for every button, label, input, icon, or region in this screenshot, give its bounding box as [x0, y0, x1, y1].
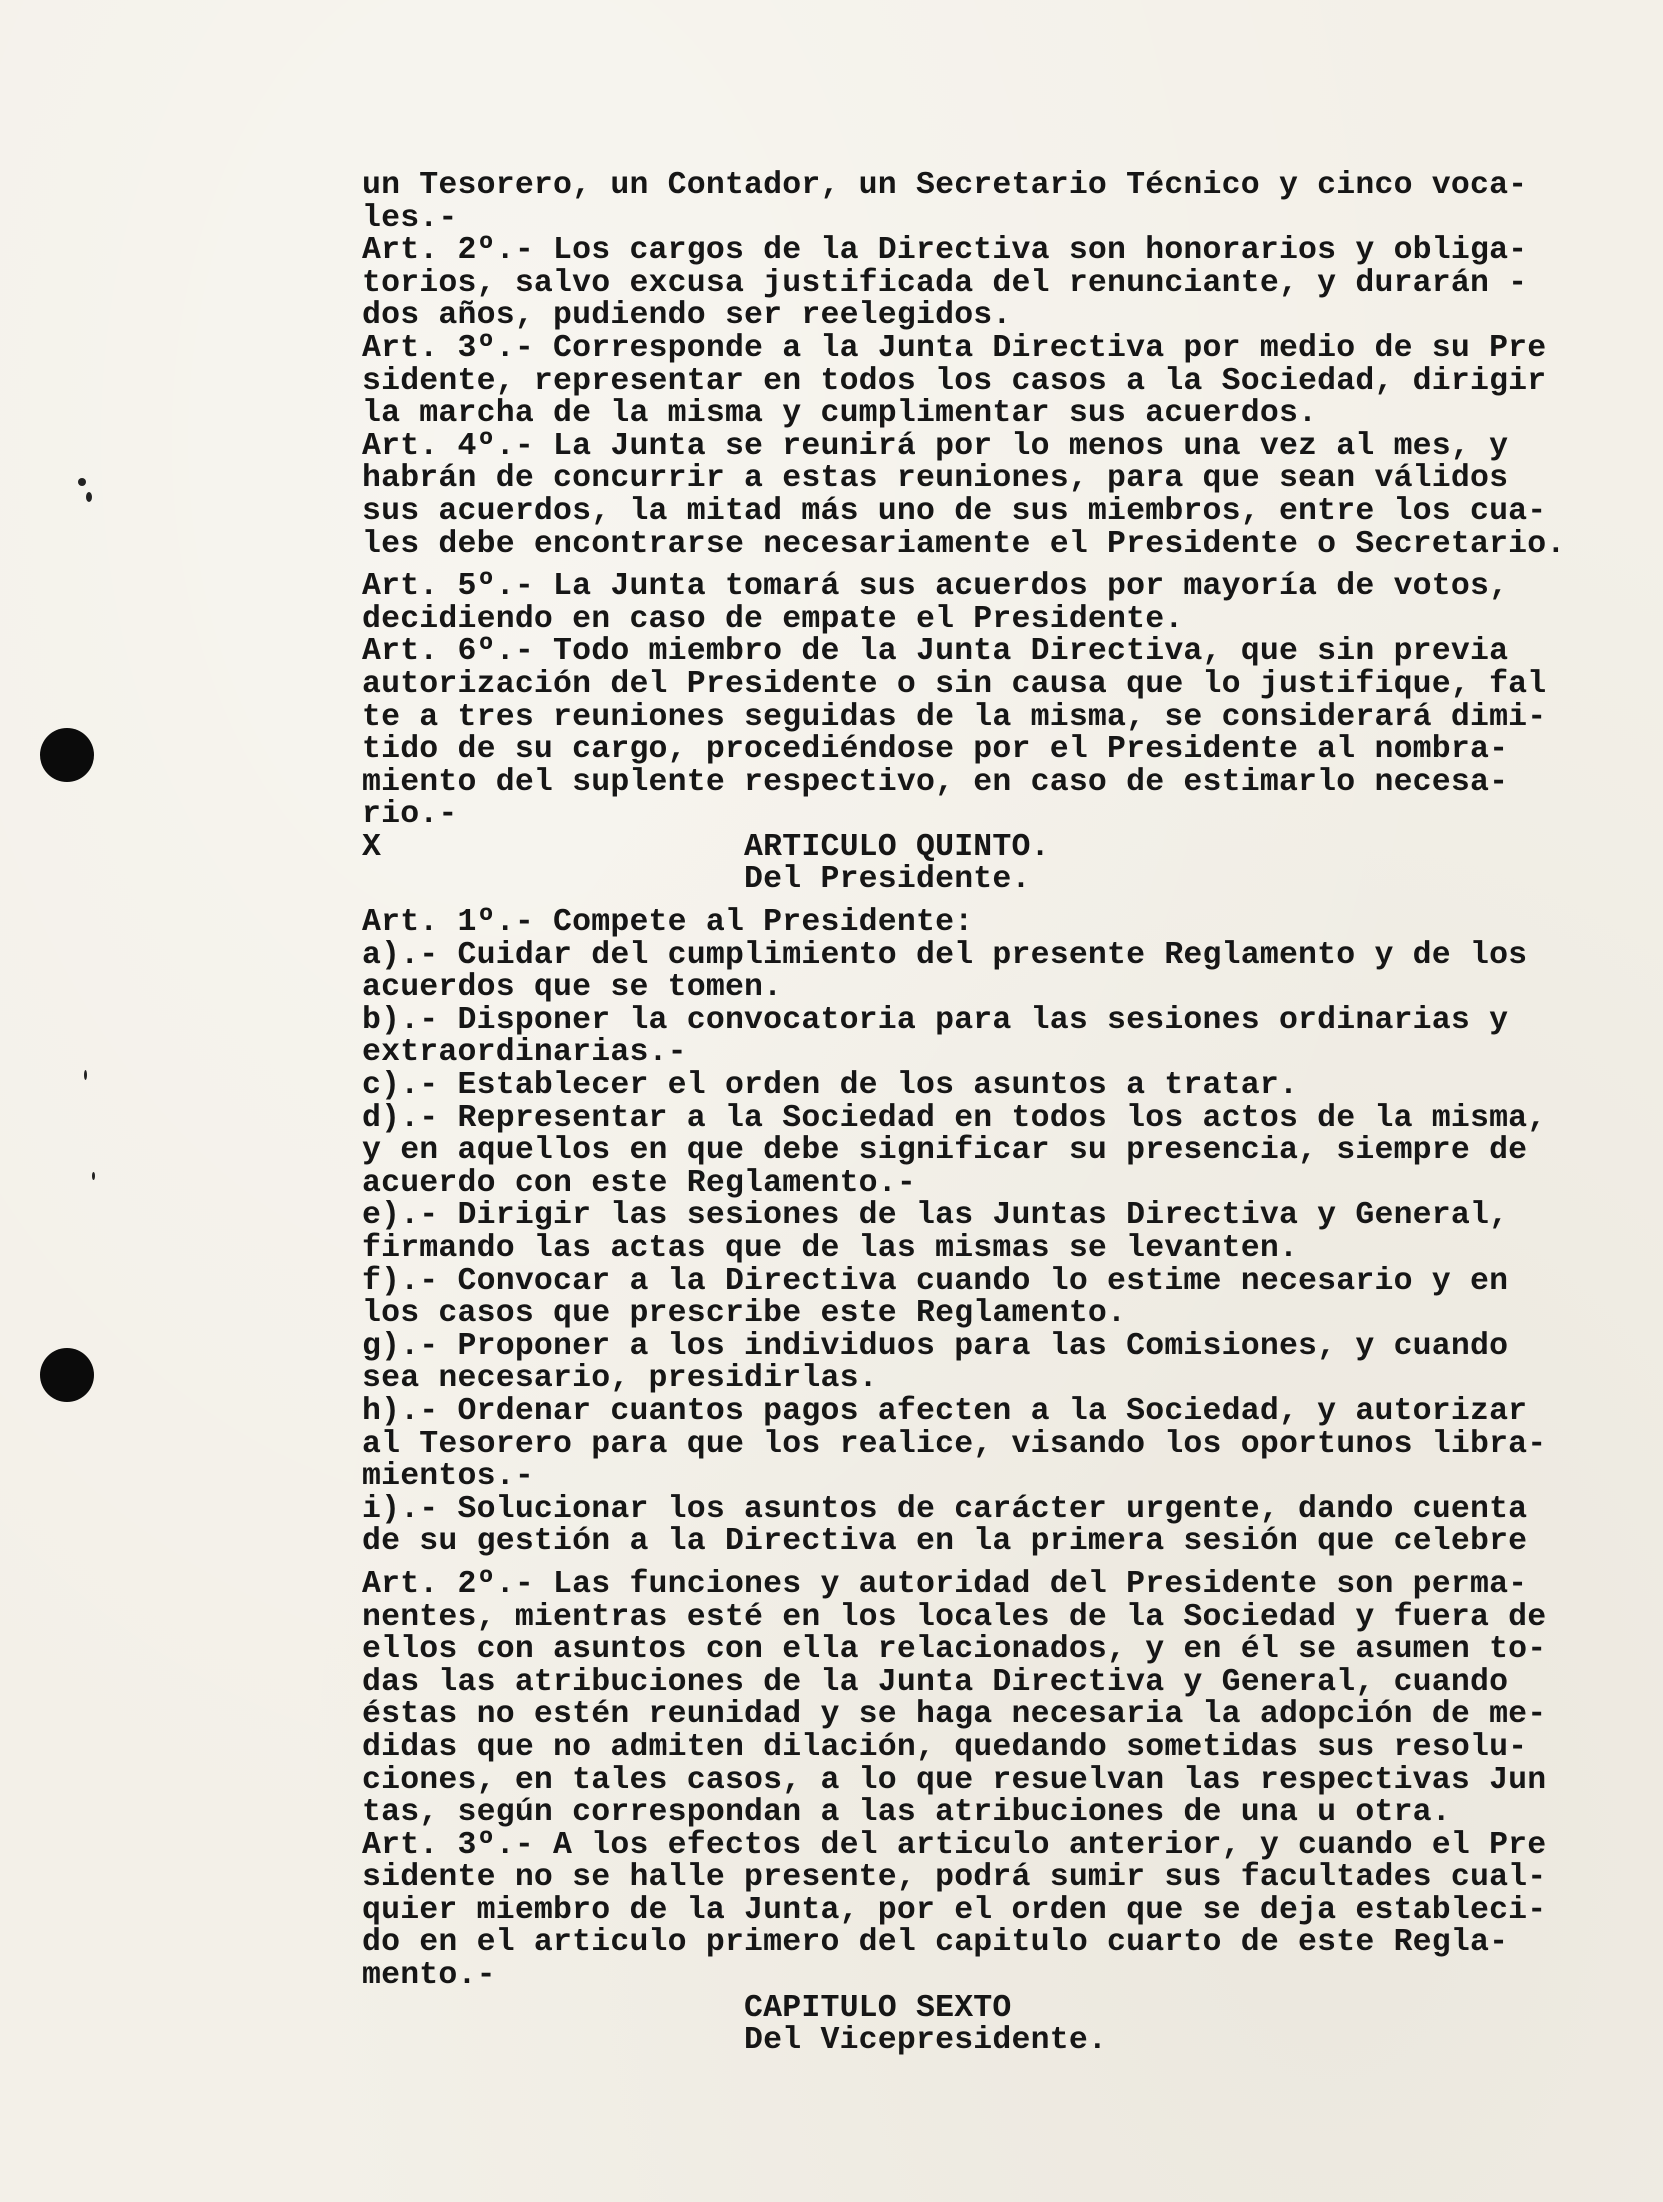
- text-line: h).- Ordenar cuantos pagos afecten a la Sociedad, y autorizar: [362, 1393, 1528, 1429]
- text-line: ellos con asuntos con ella relacionados, y en él se asumen to-: [362, 1632, 1547, 1668]
- text-line: a).- Cuidar del cumplimiento del presente Reglamento y de los: [362, 937, 1528, 973]
- text-line: rio.-: [362, 797, 458, 833]
- text-line: sidente no se halle presente, podrá sumir sus facultades cual-: [362, 1860, 1547, 1896]
- text-line: y en aquellos en que debe significar su presencia, siempre de: [362, 1133, 1528, 1169]
- text-line: das las atribuciones de la Junta Directiva y General, cuando: [362, 1664, 1509, 1700]
- text-line: éstas no estén reunidad y se haga necesaria la adopción de me-: [362, 1697, 1547, 1733]
- text-line: mento.-: [362, 1958, 496, 1994]
- text-line: do en el articulo primero del capitulo cuarto de este Regla-: [362, 1925, 1509, 1961]
- text-line: b).- Disponer la convocatoria para las sesiones ordinarias y: [362, 1002, 1509, 1038]
- text-line: al Tesorero para que los realice, visando los oportunos libra-: [362, 1426, 1547, 1462]
- text-line: de su gestión a la Directiva en la primera sesión que celebre: [362, 1524, 1528, 1560]
- text-line: nentes, mientras esté en los locales de la Sociedad y fuera de: [362, 1599, 1547, 1635]
- text-line: decidiendo en caso de empate el Presidente.: [362, 601, 1184, 637]
- text-line: te a tres reuniones seguidas de la misma, se considerará dimi-: [362, 699, 1547, 735]
- text-line: didas que no admiten dilación, quedando sometidas sus resolu-: [362, 1729, 1528, 1765]
- text-line: les debe encontrarse necesariamente el Presidente o Secretario.: [362, 526, 1566, 562]
- text-line: tas, según correspondan a las atribuciones de una u otra.: [362, 1795, 1451, 1831]
- text-line: sea necesario, presidirlas.: [362, 1361, 878, 1397]
- text-line: c).- Establecer el orden de los asuntos a tratar.: [362, 1068, 1299, 1104]
- text-line: Art. 2º.- Las funciones y autoridad del Presidente son perma-: [362, 1566, 1528, 1602]
- text-line: dos años, pudiendo ser reelegidos.: [362, 298, 1012, 334]
- text-line: acuerdo con este Reglamento.-: [362, 1165, 916, 1201]
- text-line: quier miembro de la Junta, por el orden que se deja estableci-: [362, 1892, 1547, 1928]
- text-line: Art. 3º.- Corresponde a la Junta Directiva por medio de su Pre: [362, 330, 1547, 366]
- text-line: acuerdos que se tomen.: [362, 970, 783, 1006]
- text-line: sidente, representar en todos los casos a la Sociedad, dirigir: [362, 363, 1547, 399]
- text-line: un Tesorero, un Contador, un Secretario Técnico y cinco voca-: [362, 168, 1528, 203]
- text-line: tido de su cargo, procediéndose por el Presidente al nombra-: [362, 732, 1509, 768]
- text-line: extraordinarias.-: [362, 1035, 687, 1071]
- text-line: habrán de concurrir a estas reuniones, para que sean válidos: [362, 461, 1509, 497]
- punch-hole-lower: [40, 1348, 94, 1402]
- text-line: e).- Dirigir las sesiones de las Juntas Directiva y General,: [362, 1198, 1509, 1234]
- text-line: la marcha de la misma y cumplimentar sus acuerdos.: [362, 396, 1318, 432]
- text-line: Del Vicepresidente.: [362, 2023, 1108, 2059]
- text-line: CAPITULO SEXTO: [362, 1990, 1012, 2026]
- text-line: f).- Convocar a la Directiva cuando lo estime necesario y en: [362, 1263, 1509, 1299]
- ink-speck: [84, 1070, 87, 1080]
- ink-speck: [92, 1172, 95, 1180]
- text-line: miento del suplente respectivo, en caso de estimarlo necesa-: [362, 764, 1509, 800]
- text-line: Del Presidente.: [362, 862, 1031, 898]
- text-line: g).- Proponer a los individuos para las Comisiones, y cuando: [362, 1328, 1509, 1364]
- text-line: Art. 3º.- A los efectos del articulo anterior, y cuando el Pre: [362, 1827, 1547, 1863]
- text-line: sus acuerdos, la mitad más uno de sus miembros, entre los cua-: [362, 493, 1547, 529]
- text-line: autorización del Presidente o sin causa que lo justifique, fal: [362, 666, 1547, 702]
- text-line: firmando las actas que de las mismas se levanten.: [362, 1231, 1299, 1266]
- text-line: mientos.-: [362, 1459, 534, 1495]
- text-line: Art. 4º.- La Junta se reunirá por lo menos una vez al mes, y: [362, 428, 1509, 464]
- text-line: i).- Solucionar los asuntos de carácter urgente, dando cuenta: [362, 1491, 1528, 1527]
- text-line: d).- Representar a la Sociedad en todos los actos de la misma,: [362, 1100, 1547, 1136]
- text-line: Art. 6º.- Todo miembro de la Junta Directiva, que sin previa: [362, 634, 1509, 670]
- text-line: les.-: [362, 200, 458, 236]
- typed-text-body: [362, 170, 1652, 2058]
- text-line: Art. 5º.- La Junta tomará sus acuerdos por mayoría de votos,: [362, 569, 1509, 605]
- text-line: ciones, en tales casos, a lo que resuelvan las respectivas Jun: [362, 1762, 1547, 1798]
- text-line: torios, salvo excusa justificada del renunciante, y durarán -: [362, 265, 1528, 301]
- text-line: X ARTICULO QUINTO.: [362, 829, 1050, 865]
- ink-speck: [78, 478, 86, 486]
- text-line: los casos que prescribe este Reglamento.: [362, 1296, 1127, 1332]
- punch-hole-upper: [40, 728, 94, 782]
- text-line: Art. 1º.- Compete al Presidente:: [362, 905, 974, 941]
- text-line: Art. 2º.- Los cargos de la Directiva son honorarios y obliga-: [362, 233, 1528, 269]
- ink-speck: [86, 492, 92, 502]
